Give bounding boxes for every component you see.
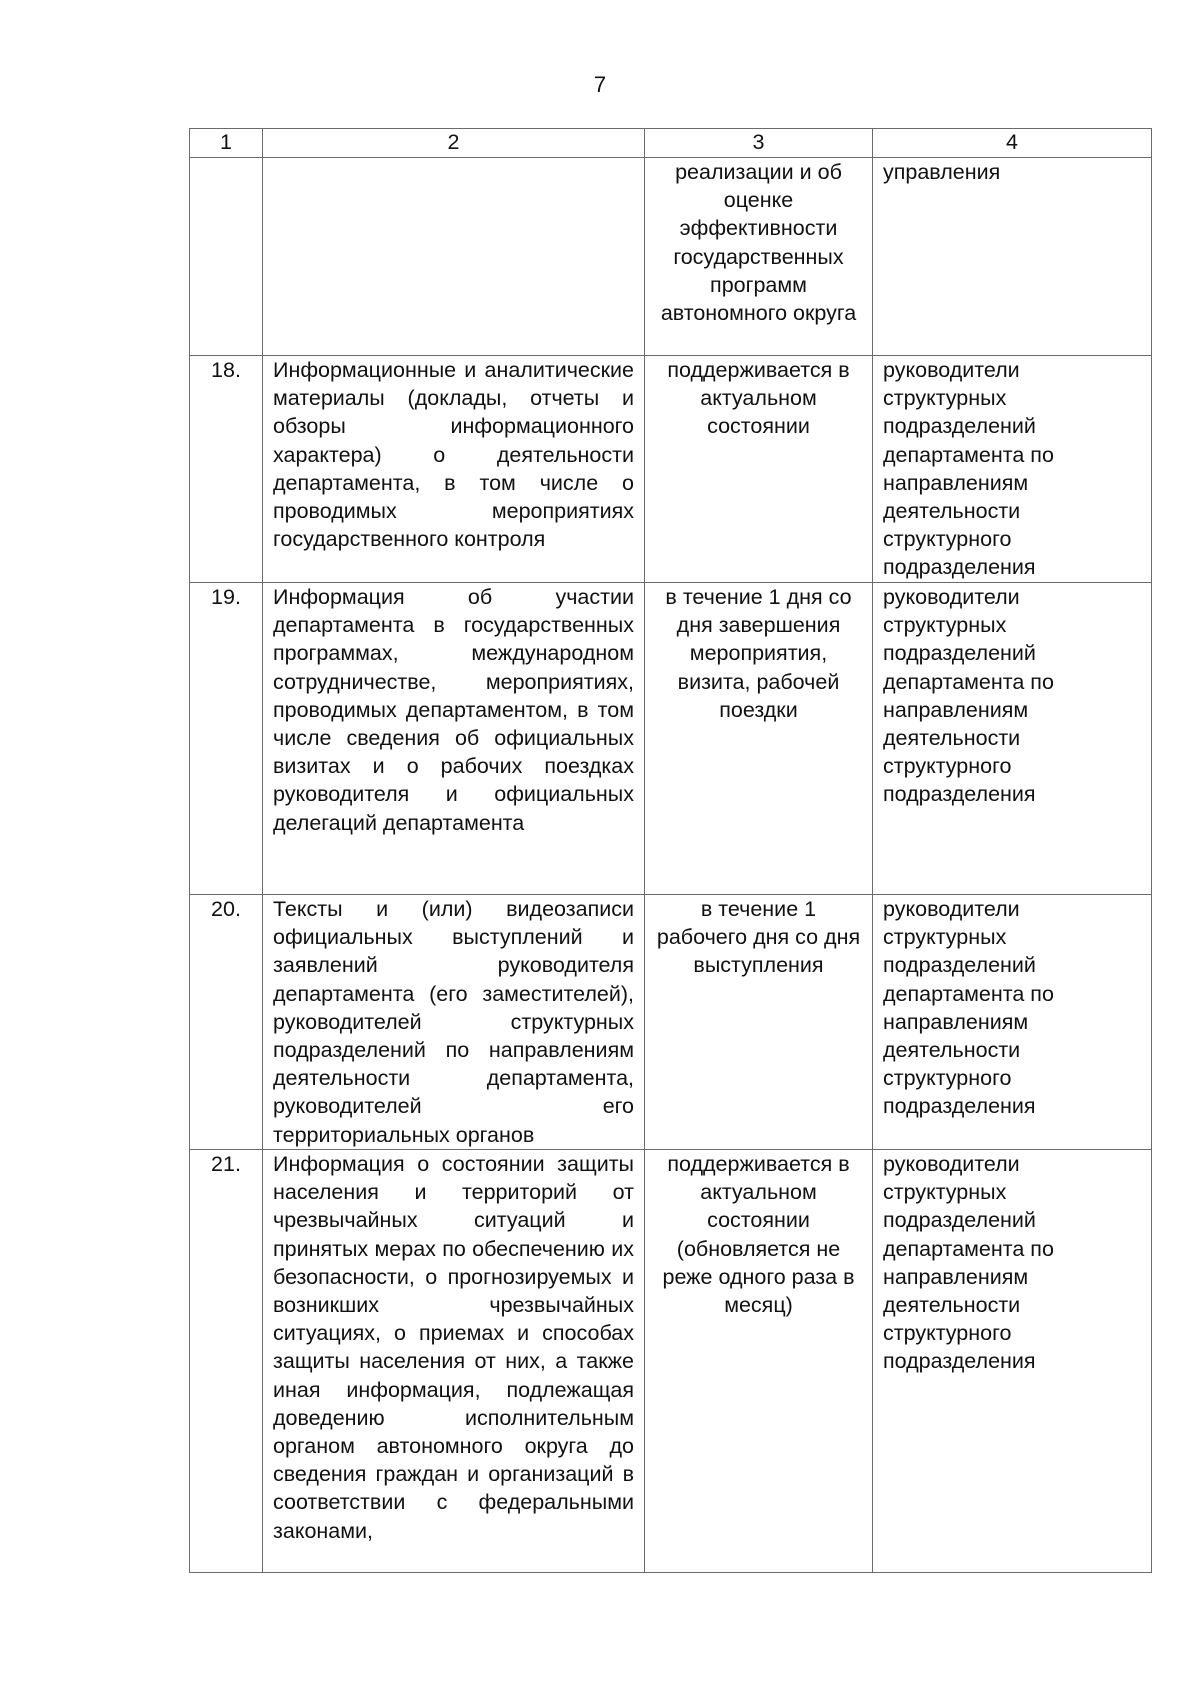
page-number: 7 xyxy=(593,72,607,97)
row-content: Информация о состоянии защиты населения и территорий от чрезвычайных ситуаций и принятых мерах по обеспечению их безопасности, о прогнозируемых и возникших чрезвычайных ситуациях, о приемах и способах защиты населения от них, а также иная информация, подлежащая доведению исполнительным органом автономного округа до сведения граждан и организаций в соответствии с федеральными законами, xyxy=(263,1150,645,1573)
row-period: реализации и об оценке эффективности государственных программ автономного округа xyxy=(645,158,873,356)
row-number: 18. xyxy=(190,356,263,583)
row-responsible: руководители структурных подразделений департамента по направлениям деятельности структурного подразделения xyxy=(873,1150,1152,1573)
column-header-3: 3 xyxy=(645,129,873,158)
row-number: 20. xyxy=(190,895,263,1150)
table-row xyxy=(190,583,1152,895)
row-responsible: управления xyxy=(873,158,1152,356)
row-period: в течение 1 рабочего дня со дня выступления xyxy=(645,895,873,1150)
row-period: поддерживается в актуальном состоянии (обновляется не реже одного раза в месяц) xyxy=(645,1150,873,1573)
table-row xyxy=(190,158,1152,356)
table-row xyxy=(190,1150,1152,1573)
row-period: в течение 1 дня со дня завершения мероприятия, визита, рабочей поездки xyxy=(645,583,873,895)
table-header-row xyxy=(190,129,1152,158)
column-header-2: 2 xyxy=(263,129,645,158)
row-number: 19. xyxy=(190,583,263,895)
row-responsible: руководители структурных подразделений департамента по направлениям деятельности структурного подразделения xyxy=(873,895,1152,1150)
row-period: поддерживается в актуальном состоянии xyxy=(645,356,873,583)
row-number xyxy=(190,158,263,356)
row-number: 21. xyxy=(190,1150,263,1573)
column-header-1: 1 xyxy=(190,129,263,158)
row-responsible: руководители структурных подразделений департамента по направлениям деятельности структурного подразделения xyxy=(873,356,1152,583)
column-header-4: 4 xyxy=(873,129,1152,158)
row-content xyxy=(263,158,645,356)
row-content: Информация об участии департамента в государственных программах, международном сотрудничестве, мероприятиях, проводимых департаментом, в том числе сведения об официальных визитах и о рабочих поездках руководителя и официальных делегаций департамента xyxy=(263,583,645,895)
row-content: Тексты и (или) видеозаписи официальных выступлений и заявлений руководителя департамента (его заместителей), руководителей структурных подразделений по направлениям деятельности департамента, руководителей его территориальных органов xyxy=(263,895,645,1150)
table-row xyxy=(190,895,1152,1150)
table-row xyxy=(190,356,1152,583)
document-table xyxy=(189,128,1152,1573)
row-content: Информационные и аналитические материалы (доклады, отчеты и обзоры информационного характера) о деятельности департамента, в том числе о проводимых мероприятиях государственного контроля xyxy=(263,356,645,583)
row-responsible: руководители структурных подразделений департамента по направлениям деятельности структурного подразделения xyxy=(873,583,1152,895)
